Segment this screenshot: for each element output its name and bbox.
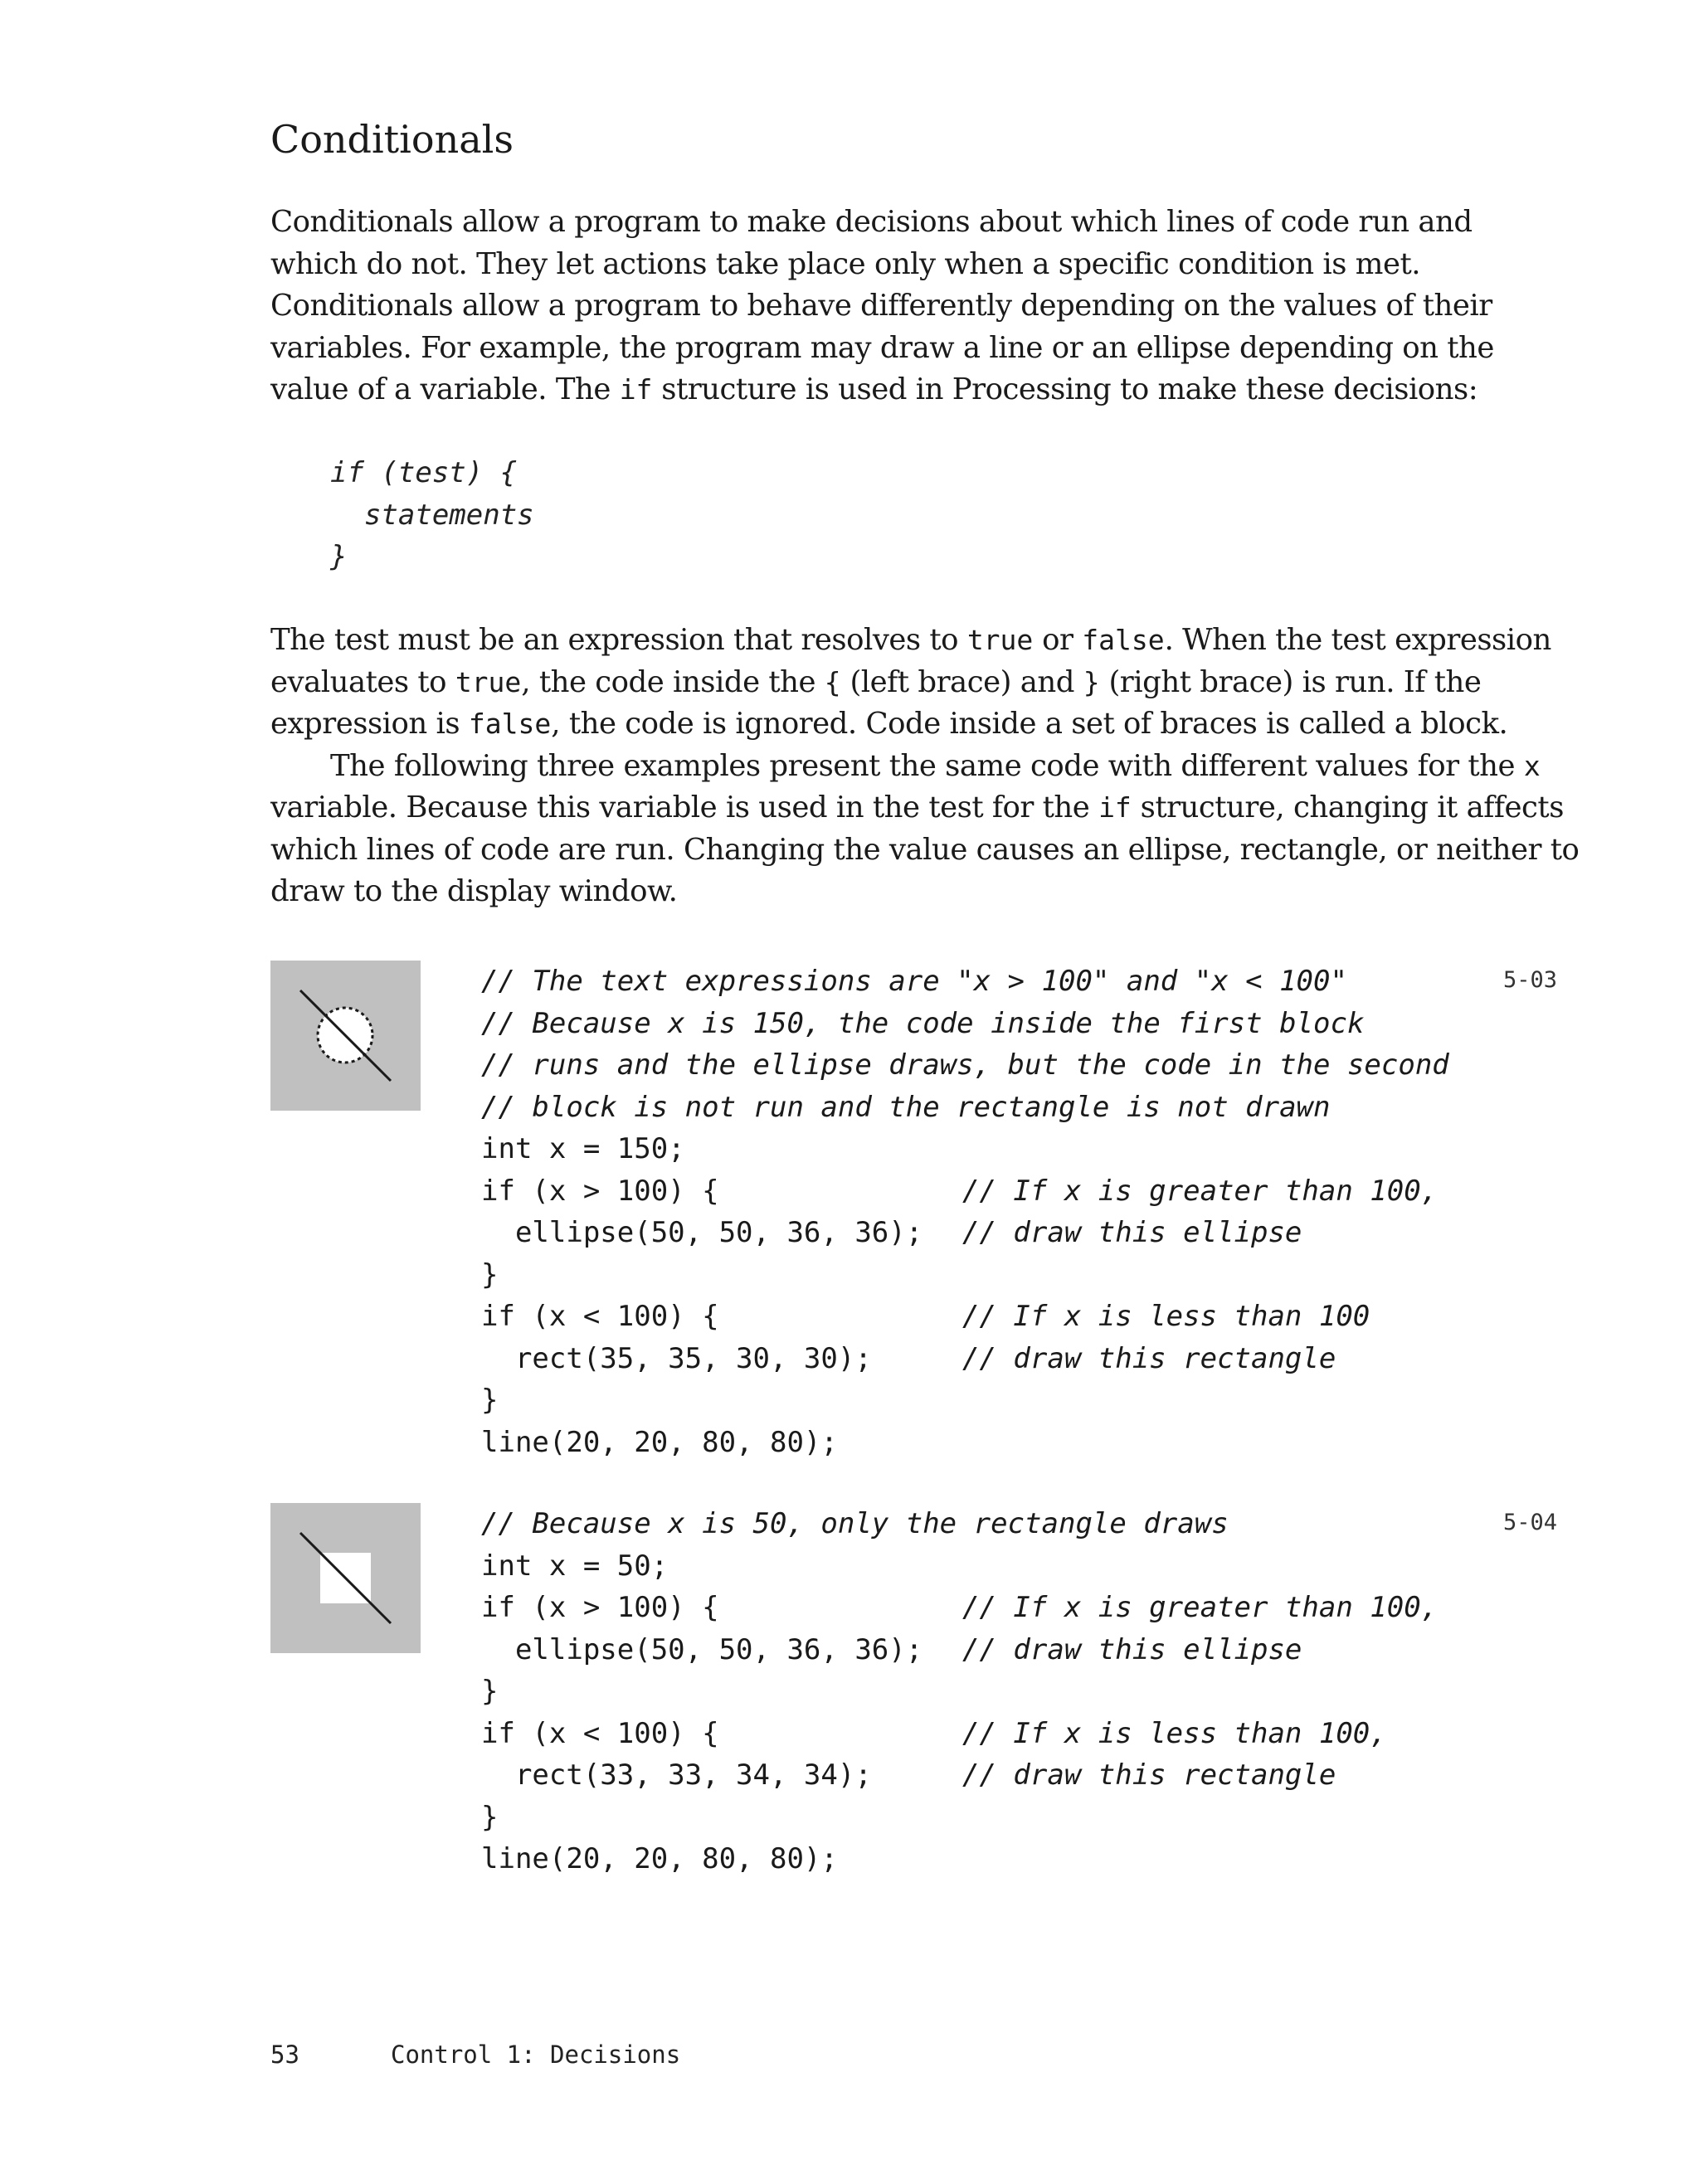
page-number: 53	[270, 2041, 299, 2069]
code-line	[481, 961, 1449, 1003]
code-statement: ellipse(50, 50, 36, 36);	[481, 1632, 923, 1666]
code-line	[481, 1338, 1449, 1380]
code-line	[481, 1422, 1449, 1464]
ellipse-line-sketch	[270, 961, 421, 1111]
code-line	[481, 1087, 1449, 1129]
code-line	[481, 1296, 1449, 1338]
inline-code: x	[1523, 749, 1541, 782]
inline-comment: // If x is less than 100,	[962, 1716, 1387, 1750]
inline-comment: // If x is greater than 100,	[962, 1591, 1439, 1624]
prose-text: structure is used in Processing to make these decisions:	[652, 372, 1478, 406]
text-line	[270, 871, 1490, 913]
syntax-line: }	[330, 540, 348, 573]
code-comment: // Because x is 50, only the rectangle draws	[481, 1507, 1229, 1540]
text-line	[270, 369, 1490, 411]
inline-comment: // If x is greater than 100,	[962, 1174, 1439, 1208]
prose-text: value of a variable. The	[270, 372, 620, 406]
prose-text: . When the test expression	[1164, 623, 1551, 657]
code-line	[481, 1503, 1438, 1545]
code-comment: // runs and the ellipse draws, but the code in the second	[481, 1048, 1449, 1082]
inline-code: if	[619, 373, 653, 406]
chapter-title: Control 1: Decisions	[391, 2041, 681, 2069]
inline-code: {	[824, 665, 841, 698]
prose-text: The test must be an expression that resolves to	[270, 623, 967, 657]
inline-comment: // draw this rectangle	[962, 1341, 1336, 1375]
code-statement: if (x < 100) {	[481, 1716, 719, 1750]
code-line	[481, 1379, 1449, 1422]
prose-text: , the code inside the	[521, 664, 825, 699]
code-line	[481, 1128, 1449, 1170]
code-comment: // block is not run and the rectangle is not drawn	[481, 1090, 1331, 1124]
prose-text: or	[1033, 623, 1083, 657]
example-code-listing	[481, 961, 1449, 1463]
code-statement: line(20, 20, 80, 80);	[481, 1842, 838, 1875]
inline-comment: // draw this ellipse	[962, 1632, 1302, 1666]
code-line	[481, 1797, 1438, 1839]
code-statement: if (x < 100) {	[481, 1300, 719, 1333]
prose-text: which do not. They let actions take place only when a specific condition is met.	[270, 246, 1420, 281]
code-line	[481, 1044, 1449, 1087]
code-line	[481, 1212, 1449, 1254]
text-line	[270, 328, 1494, 370]
code-statement: rect(35, 35, 30, 30);	[481, 1341, 872, 1375]
inline-code: false	[468, 708, 552, 740]
prose-text: Conditionals allow a program to behave differently depending on the values of their	[270, 289, 1492, 323]
code-line	[481, 1587, 1438, 1629]
prose-text: variable. Because this variable is used in the test for the	[270, 790, 1099, 824]
inline-code: false	[1082, 624, 1165, 656]
code-line	[481, 1170, 1449, 1213]
prose-text: variables. For example, the program may draw a line or an ellipse depending on the	[270, 330, 1494, 365]
example-code-listing	[481, 1503, 1438, 1880]
text-line	[270, 829, 1580, 872]
text-line	[270, 703, 1508, 746]
text-line	[270, 787, 1564, 829]
section-heading: Conditionals	[270, 117, 514, 162]
prose-text: draw to the display window.	[270, 874, 678, 908]
code-statement: rect(33, 33, 34, 34);	[481, 1758, 872, 1792]
prose-text: The following three examples present the same code with different values for the	[330, 748, 1524, 783]
code-statement: if (x > 100) {	[481, 1174, 719, 1208]
inline-comment: // draw this rectangle	[962, 1758, 1336, 1792]
syntax-line: if (test) {	[330, 456, 518, 489]
code-statement: line(20, 20, 80, 80);	[481, 1425, 838, 1459]
code-statement: }	[481, 1257, 499, 1291]
syntax-code-block	[330, 452, 534, 578]
prose-text: structure, changing it affects	[1131, 790, 1564, 824]
inline-code: true	[966, 624, 1034, 656]
example-number: 5-03	[1503, 967, 1558, 993]
code-line	[481, 1754, 1438, 1797]
prose-text: which lines of code are run. Changing the value causes an ellipse, rectangle, or neither to	[270, 832, 1580, 867]
code-statement: int x = 150;	[481, 1132, 685, 1165]
code-comment: // The text expressions are "x > 100" and "x < 100"	[481, 965, 1347, 998]
body-paragraphs	[270, 620, 1580, 913]
example-output-thumbnail	[270, 1503, 421, 1653]
code-statement: }	[481, 1800, 499, 1834]
intro-paragraph	[270, 202, 1494, 411]
code-line	[481, 1545, 1438, 1588]
code-statement: int x = 50;	[481, 1549, 669, 1583]
text-line	[270, 746, 1541, 788]
prose-text: , the code is ignored. Code inside a set of braces is called a block.	[551, 707, 1508, 741]
inline-code: if	[1098, 791, 1132, 824]
prose-text: (left brace) and	[840, 664, 1083, 699]
prose-text: (right brace) is run. If the	[1099, 664, 1482, 699]
inline-comment: // If x is less than 100	[962, 1300, 1370, 1333]
example-number: 5-04	[1503, 1510, 1558, 1535]
text-line	[270, 244, 1490, 286]
prose-text: Conditionals allow a program to make decisions about which lines of code run and	[270, 205, 1473, 239]
syntax-line: statements	[330, 498, 534, 532]
inline-code: }	[1083, 665, 1100, 698]
prose-text: evaluates to	[270, 664, 455, 699]
code-statement: if (x > 100) {	[481, 1591, 719, 1624]
inline-code: true	[455, 665, 522, 698]
prose-text: expression is	[270, 707, 469, 741]
inline-comment: // draw this ellipse	[962, 1216, 1302, 1249]
rect-line-sketch	[270, 1503, 421, 1653]
code-statement: }	[481, 1675, 499, 1708]
text-line	[270, 285, 1490, 328]
code-line	[481, 1713, 1438, 1755]
text-line	[270, 202, 1490, 244]
text-line	[270, 662, 1490, 704]
code-line	[481, 1629, 1438, 1671]
code-statement: ellipse(50, 50, 36, 36);	[481, 1216, 923, 1249]
code-line	[481, 1671, 1438, 1713]
code-line	[481, 1838, 1438, 1880]
code-line	[481, 1254, 1449, 1296]
code-statement: }	[481, 1384, 499, 1417]
code-comment: // Because x is 150, the code inside the first block	[481, 1006, 1365, 1040]
text-line	[270, 620, 1551, 662]
example-output-thumbnail	[270, 961, 421, 1111]
code-line	[481, 1003, 1449, 1045]
